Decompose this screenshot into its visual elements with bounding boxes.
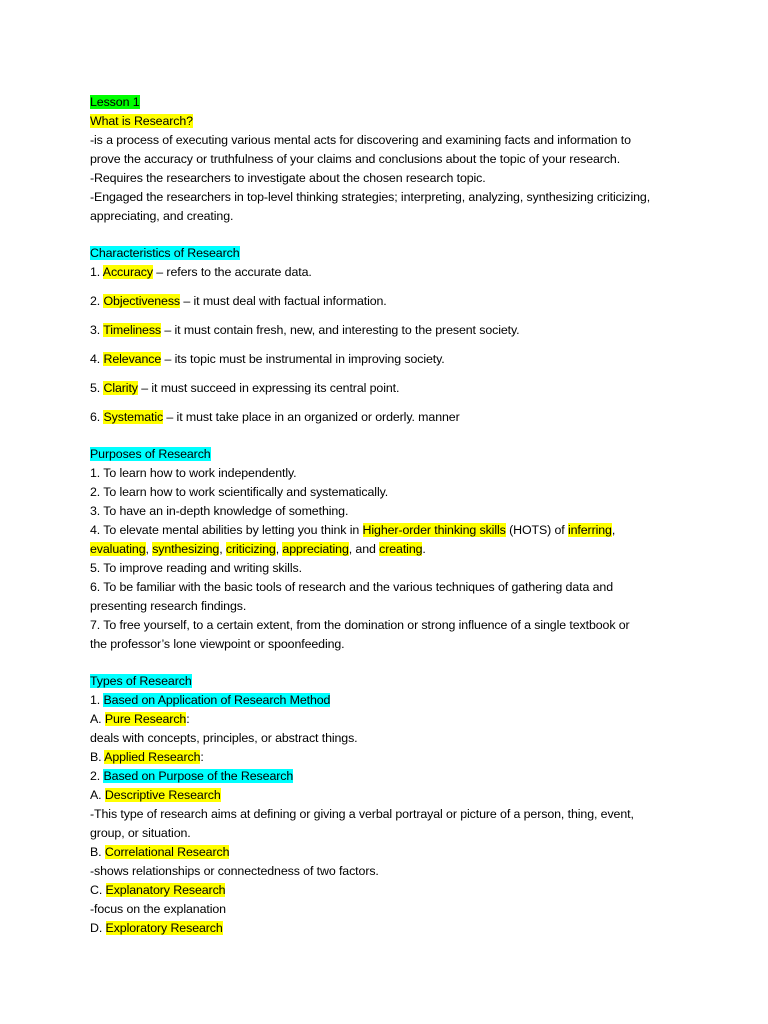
type-group-label: Based on Application of Research Method (103, 693, 331, 707)
purpose-item: 2. To learn how to work scientifically and systematically. (90, 485, 389, 499)
type-subitem (90, 881, 708, 900)
text-run: , (611, 523, 616, 537)
characteristic-term: Objectiveness (103, 294, 181, 308)
characteristic-desc: – it must take place in an organized or orderly. manner (163, 410, 460, 424)
item-number: 2. (90, 769, 104, 783)
characteristic-term: Relevance (103, 352, 162, 366)
definition-line: -is a process of executing various mental acts for discovering and examining facts and information to (90, 133, 631, 147)
text-run: , (145, 542, 153, 556)
skill-term: evaluating (90, 542, 146, 556)
type-term: Pure Research (104, 712, 187, 726)
purpose-item: 6. To be familiar with the basic tools of research and the various techniques of gathering data and (90, 580, 613, 594)
type-subitem (90, 748, 708, 767)
item-letter: D. (90, 921, 106, 935)
type-subitem (90, 710, 708, 729)
type-group-label: Based on Purpose of the Research (103, 769, 294, 783)
text-run: . (422, 542, 426, 556)
lesson-label-line (90, 93, 708, 112)
text-run: 4. To elevate mental abilities by letting you think in (90, 523, 363, 537)
text-run: , and (348, 542, 380, 556)
characteristic-desc: – refers to the accurate data. (152, 265, 312, 279)
type-term: Applied Research (104, 750, 201, 764)
characteristic-term: Accuracy (102, 265, 153, 279)
characteristic-desc: – it must deal with factual information. (180, 294, 387, 308)
text-run: , (219, 542, 226, 556)
text-run: (HOTS) of (505, 523, 568, 537)
purpose-item-continued (90, 540, 708, 559)
purpose-item-continued: the professor’s lone viewpoint or spoonfeeding. (90, 637, 345, 651)
section-heading: Characteristics of Research (90, 246, 240, 260)
characteristic-term: Systematic (103, 410, 164, 424)
section-heading: Types of Research (90, 674, 192, 688)
definition-line: -Engaged the researchers in top-level thinking strategies; interpreting, analyzing, synthesizing criticizing, (90, 190, 651, 204)
item-number: 5. (90, 381, 104, 395)
lesson-label: Lesson 1 (90, 95, 140, 109)
characteristic-term: Clarity (103, 381, 138, 395)
type-group (90, 767, 708, 786)
type-subitem (90, 843, 708, 862)
item-letter: B. (90, 750, 105, 764)
characteristic-item (90, 321, 708, 340)
item-number: 2. (90, 294, 104, 308)
text-run: : (186, 712, 190, 726)
types-heading-line (90, 672, 708, 691)
item-letter: A. (90, 712, 105, 726)
skill-term: inferring (567, 523, 612, 537)
purpose-item: 5. To improve reading and writing skills. (90, 561, 302, 575)
item-number: 6. (90, 410, 104, 424)
skill-term: creating (379, 542, 423, 556)
item-number: 4. (90, 352, 104, 366)
type-term: Correlational Research (104, 845, 230, 859)
characteristic-desc: – it must succeed in expressing its central point. (137, 381, 400, 395)
purpose-item (90, 521, 708, 540)
definition-line: -Requires the researchers to investigate about the chosen research topic. (90, 171, 486, 185)
characteristic-term: Timeliness (103, 323, 162, 337)
characteristic-desc: – it must contain fresh, new, and interesting to the present society. (161, 323, 520, 337)
skill-term: appreciating (282, 542, 349, 556)
lesson-title-line (90, 112, 708, 131)
type-term: Exploratory Research (105, 921, 223, 935)
characteristic-desc: – its topic must be instrumental in improving society. (161, 352, 445, 366)
characteristics-heading-line (90, 244, 708, 263)
text-run: : (200, 750, 204, 764)
type-term: Descriptive Research (104, 788, 221, 802)
skill-term: synthesizing (152, 542, 220, 556)
hots-term: Higher-order thinking skills (362, 523, 506, 537)
type-term: Explanatory Research (105, 883, 226, 897)
type-desc: deals with concepts, principles, or abstract things. (90, 731, 358, 745)
characteristic-item (90, 408, 708, 427)
type-desc: -This type of research aims at defining or giving a verbal portrayal or picture of a person, thing, event, (90, 807, 634, 821)
type-desc: group, or situation. (90, 826, 191, 840)
item-number: 1. (90, 693, 104, 707)
type-group (90, 691, 708, 710)
item-number: 3. (90, 323, 104, 337)
characteristic-item (90, 263, 708, 282)
type-subitem (90, 786, 708, 805)
item-number: 1. (90, 265, 103, 279)
lesson-title: What is Research? (90, 114, 193, 128)
item-letter: C. (90, 883, 106, 897)
characteristic-item (90, 350, 708, 369)
item-letter: B. (90, 845, 105, 859)
purpose-item: 7. To free yourself, to a certain extent, from the domination or strong influence of a single textbook or (90, 618, 630, 632)
text-run: , (275, 542, 283, 556)
type-desc: -shows relationships or connectedness of two factors. (90, 864, 379, 878)
purposes-heading-line (90, 445, 708, 464)
definition-line: prove the accuracy or truthfulness of your claims and conclusions about the topic of your research. (90, 152, 621, 166)
purpose-item: 3. To have an in-depth knowledge of something. (90, 504, 349, 518)
section-heading: Purposes of Research (90, 447, 211, 461)
purpose-item: 1. To learn how to work independently. (90, 466, 297, 480)
type-desc: -focus on the explanation (90, 902, 226, 916)
characteristic-item (90, 292, 708, 311)
type-subitem (90, 919, 708, 938)
characteristic-item (90, 379, 708, 398)
skill-term: criticizing (225, 542, 276, 556)
item-letter: A. (90, 788, 105, 802)
purpose-item-continued: presenting research findings. (90, 599, 247, 613)
definition-line: appreciating, and creating. (90, 209, 234, 223)
